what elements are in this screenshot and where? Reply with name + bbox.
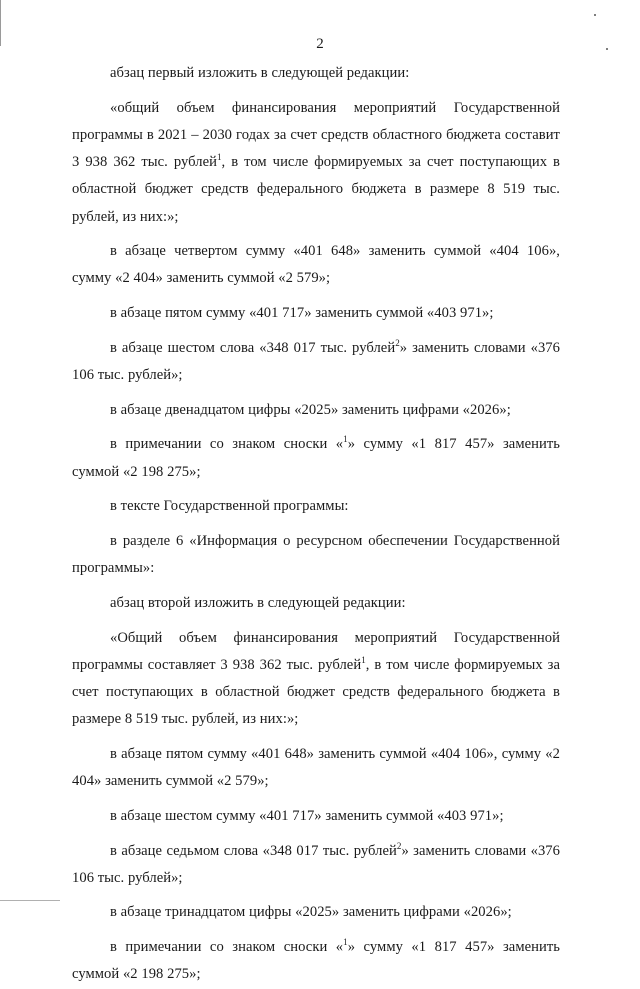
- footnote-mark: 1: [216, 152, 222, 163]
- page-number: 2: [316, 36, 324, 52]
- scan-speck: [594, 14, 596, 16]
- paragraph: в абзаце седьмом слова «348 017 тыс. рублей$^2$» заменить словами «376 106 тыс. рублей»;: [72, 840, 560, 886]
- footnote-mark: 2: [395, 337, 400, 348]
- scan-edge-line-bottom: [0, 900, 60, 901]
- footnote-mark: 2: [396, 840, 402, 851]
- paragraph: в абзаце двенадцатом цифры «2025» заменить цифрами «2026»;: [110, 401, 511, 418]
- paragraph: в примечании со знаком сноски «$^1$» сумму «1 817 457» заменить суммой «2 198 275»;: [72, 937, 560, 983]
- paragraph: абзац второй изложить в следующей редакции:: [110, 594, 406, 611]
- paragraph: в абзаце тринадцатом цифры «2025» заменить цифрами «2026»;: [110, 904, 512, 921]
- document-body: [72, 60, 560, 989]
- paragraph: в абзаце пятом сумму «401 717» заменить суммой «403 971»;: [110, 305, 494, 322]
- paragraph: в абзаце четвертом сумму «401 648» заменить суммой «404 106», сумму «2 404» заменить суммой «2 579»;: [72, 243, 560, 287]
- paragraph: в абзаце шестом слова «348 017 тыс. рублей$^2$» заменить словами «376 106 тыс. рублей»;: [72, 337, 560, 384]
- paragraph: в примечании со знаком сноски «$^1$» сумму «1 817 457» заменить суммой «2 198 275»;: [72, 434, 560, 480]
- paragraph: в абзаце шестом сумму «401 717» заменить суммой «403 971»;: [110, 807, 504, 824]
- paragraph: «Общий объем финансирования мероприятий Государственной программы составляет 3 938 362 тыс. рублей$^1$, в том числе формируемых за счет поступающих в областной бюджет средств федерального бюджета в размере 8 519 тыс. рублей, из них:»;: [72, 629, 560, 728]
- footnote-mark: 1: [343, 937, 348, 948]
- paragraph: «общий объем финансирования мероприятий Государственной программы в 2021 – 2030 годах за счет средств областного бюджета составит 3 938 362 тыс. рублей$^1$, в том числе формируемых за счет поступающих в областной бюджет средств федерального бюджета в размере 8 519 тыс. рублей, из них:»;: [72, 99, 560, 225]
- paragraph: в разделе 6 «Информация о ресурсном обеспечении Государственной программы»:: [72, 533, 560, 577]
- paragraph: в абзаце пятом сумму «401 648» заменить суммой «404 106», сумму «2 404» заменить суммой «2 579»;: [72, 745, 560, 790]
- footnote-mark: 1: [343, 434, 348, 445]
- paragraph: в тексте Государственной программы:: [110, 498, 349, 515]
- paragraph: абзац первый изложить в следующей редакции:: [110, 65, 410, 81]
- footnote-mark: 1: [361, 654, 366, 665]
